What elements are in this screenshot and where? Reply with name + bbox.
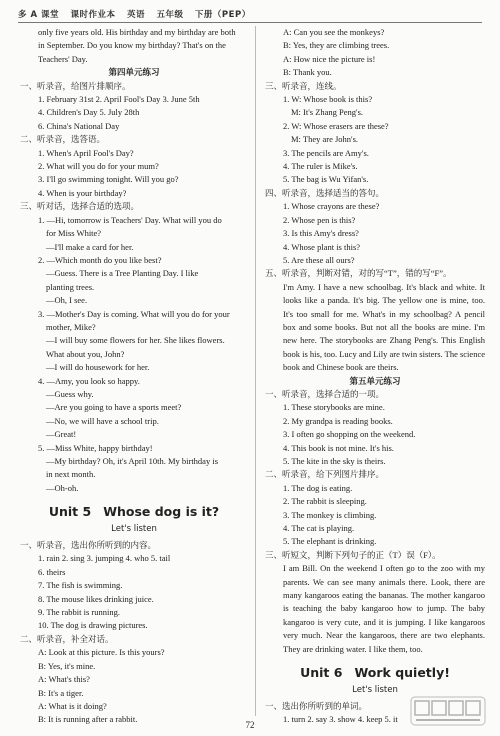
list-item: 2. My grandpa is reading books.	[283, 415, 393, 426]
right-column	[265, 26, 485, 727]
dialog-line: in next month.	[46, 469, 96, 480]
dialog-line: 5. —Miss White, happy birthday!	[38, 442, 153, 453]
page-header	[18, 8, 482, 22]
dialog-line: What about you, John?	[46, 348, 125, 359]
dialog-line: B: It's a tiger.	[38, 687, 84, 698]
list-item: 1. February 31st 2. April Fool's Day 3. June 5th	[38, 94, 200, 105]
section-heading: 二、听录音，选答语。	[20, 134, 106, 145]
intro-line: in September. Do you know my birthday? That's on the	[38, 40, 226, 51]
section-heading: 三、听录音，连线。	[265, 80, 342, 91]
dialog-line: planting trees.	[46, 281, 95, 292]
list-item: 4. This book is not mine. It's his.	[283, 442, 394, 453]
list-item: 5. Are these all ours?	[283, 254, 355, 265]
dialog-line: —I will do housework for her.	[46, 362, 150, 373]
section-heading: 三、听短文，判断下列句子的正（T）误（F）。	[265, 549, 441, 560]
dialog-line: M: They are John's.	[291, 134, 359, 145]
passage-paragraph: I'm Amy. I have a new schoolbag. It's black and white. It looks like a panda. It's big. The yellow one is mine, too. It's too small for me. What's in my schoolbag? A pencil box and some books. But not all the books are mine. I'm new here. The storybooks are Zhang Peng's. This English book is his, too. Lucy and Lily are twin sisters. The science book and Chinese book are theirs.	[283, 281, 485, 373]
dialog-line: —No, we will have a school trip.	[46, 415, 159, 426]
list-item: 1. rain 2. sing 3. jumping 4. who 5. tail	[38, 553, 171, 564]
intro-line: only five years old. His birthday and my birthday are both	[38, 27, 236, 37]
dialog-line: A: Can you see the monkeys?	[283, 27, 385, 37]
dialog-line: —Great!	[46, 429, 77, 440]
list-item: 4. Children's Day 5. July 28th	[38, 107, 140, 118]
dialog-line: —Are you going to have a sports meet?	[46, 402, 182, 413]
dialog-line: M: It's Zhang Peng's.	[291, 107, 364, 118]
header-series: 课时作业本	[70, 10, 116, 20]
dialog-line: A: What's this?	[38, 674, 90, 685]
dialog-line: —Guess why.	[46, 388, 94, 399]
header-grade: 五年级	[156, 10, 184, 20]
list-item: 7. The fish is swimming.	[38, 580, 123, 591]
dialog-line: —Oh-oh.	[46, 482, 79, 493]
dialog-line: 2. —Which month do you like best?	[38, 254, 162, 265]
column-divider	[255, 26, 256, 716]
list-item: 2. Whose pen is this?	[283, 214, 356, 225]
list-item: 4. When is your birthday?	[38, 187, 127, 198]
left-column	[20, 26, 248, 727]
page-number: 72	[245, 720, 255, 730]
list-item: 4. The ruler is Mike's.	[283, 161, 358, 172]
dialog-line: 1. W: Whose book is this?	[283, 94, 373, 105]
section-heading: 一、听录音，给图片排顺序。	[20, 80, 131, 91]
dialog-line: —I'll make a card for her.	[46, 241, 134, 252]
unit5-title	[20, 505, 248, 518]
dialog-line: 3. —Mother's Day is coming. What will you do for your	[38, 308, 230, 319]
dialog-line: 2. W: Whose erasers are these?	[283, 120, 389, 131]
watermark-logo	[410, 696, 486, 726]
list-item: 9. The rabbit is running.	[38, 607, 120, 618]
dialog-line: B: Yes, it's mine.	[38, 660, 96, 671]
dialog-line: —Oh, I see.	[46, 295, 88, 306]
list-item: 10. The dog is drawing pictures.	[38, 620, 148, 631]
dialog-line: 1. —Hi, tomorrow is Teachers' Day. What will you do	[38, 214, 222, 225]
dialog-line: —I will buy some flowers for her. She likes flowers.	[46, 335, 225, 346]
list-item: 3. I often go shopping on the weekend.	[283, 429, 416, 440]
list-item: 3. Is this Amy's dress?	[283, 228, 359, 239]
dialog-line: —Guess. There is a Tree Planting Day. I like	[46, 268, 199, 279]
section-heading: 一、听录音，选出你所听到的内容。	[20, 540, 157, 551]
header-rule	[18, 22, 482, 23]
list-item: 6. theirs	[38, 566, 66, 577]
list-item: 1. turn 2. say 3. show 4. keep 5. it	[283, 714, 398, 725]
dialog-line: A: Look at this picture. Is this yours?	[38, 647, 165, 658]
list-item: 1. Whose crayons are these?	[283, 201, 380, 212]
list-item: 2. The rabbit is sleeping.	[283, 496, 367, 507]
section-heading: 三、听对话，选择合适的选项。	[20, 201, 140, 212]
list-item: 2. What will you do for your mum?	[38, 161, 159, 172]
header-volume: 下册（PEP）	[194, 10, 251, 20]
passage-paragraph: I am Bill. On the weekend I often go to the zoo with my parents. We can see many animals there. Look, there are many kangaroos eating the bananas. The mother kangaroo is teaching the baby kangaroo how to jump. The baby kangaroo is very cute, and it is jumping. I like kangaroos very much. Near the kangaroos, there are two elephants. They are drinking water. I like them, too.	[283, 563, 485, 654]
section-heading: 一、选出你所听到的单词。	[265, 700, 368, 711]
dialog-line: A: What is it doing?	[38, 700, 107, 711]
header-subject: 英语	[126, 10, 145, 20]
dialog-line: B: Thank you.	[283, 67, 332, 78]
lets-listen-label: Let's listen	[111, 523, 157, 534]
list-item: 4. Whose plant is this?	[283, 241, 361, 252]
unit6-number: Unit 6	[300, 665, 343, 681]
dialog-line: —My birthday? Oh, it's April 10th. My birthday is	[46, 456, 218, 466]
dialog-line: 4. —Amy, you look so happy.	[38, 375, 140, 386]
list-item: 1. When's April Fool's Day?	[38, 147, 134, 158]
section-heading: 四、听录音，选择适当的答句。	[265, 187, 385, 198]
unit5-number: Unit 5	[48, 504, 92, 520]
unit5-exercise-title: 第五单元练习	[349, 375, 401, 386]
header-brand: 多 A 课堂	[18, 10, 59, 20]
lets-listen-label: Let's listen	[352, 684, 398, 695]
dialog-line: for Miss White?	[46, 228, 102, 239]
unit6-title	[265, 666, 485, 679]
list-item: 6. China's National Day	[38, 120, 120, 131]
unit5-name: Whose dog is it?	[103, 504, 220, 520]
unit4-exercise-title: 第四单元练习	[108, 67, 160, 78]
section-heading: 二、听录音，补全对话。	[20, 633, 114, 644]
list-item: 1. These storybooks are mine.	[283, 402, 385, 413]
list-item: 8. The mouse likes drinking juice.	[38, 593, 154, 604]
dialog-line: B: Yes, they are climbing trees.	[283, 40, 390, 51]
dialog-line: mother, Mike?	[46, 321, 96, 332]
intro-line: Teachers' Day.	[38, 53, 88, 64]
dialog-line: A: How nice the picture is!	[283, 53, 376, 64]
list-item: 5. The bag is Wu Yifan's.	[283, 174, 369, 185]
list-item: 3. The pencils are Amy's.	[283, 147, 369, 158]
list-item: 4. The cat is playing.	[283, 523, 355, 534]
section-heading: 五、听录音，判断对错，对的写“T”，错的写“F”。	[265, 268, 452, 279]
list-item: 5. The kite in the sky is theirs.	[283, 456, 386, 466]
section-heading: 二、听录音，给下列图片排序。	[265, 469, 385, 480]
list-item: 3. The monkey is climbing.	[283, 509, 377, 520]
list-item: 3. I'll go swimming tonight. Will you go?	[38, 174, 179, 185]
dialog-line: B: It is running after a rabbit.	[38, 714, 138, 725]
unit6-name: Work quietly!	[354, 665, 450, 681]
list-item: 5. The elephant is drinking.	[283, 536, 377, 547]
list-item: 1. The dog is eating.	[283, 482, 353, 493]
section-heading: 一、听录音，选择合适的一项。	[265, 388, 385, 399]
